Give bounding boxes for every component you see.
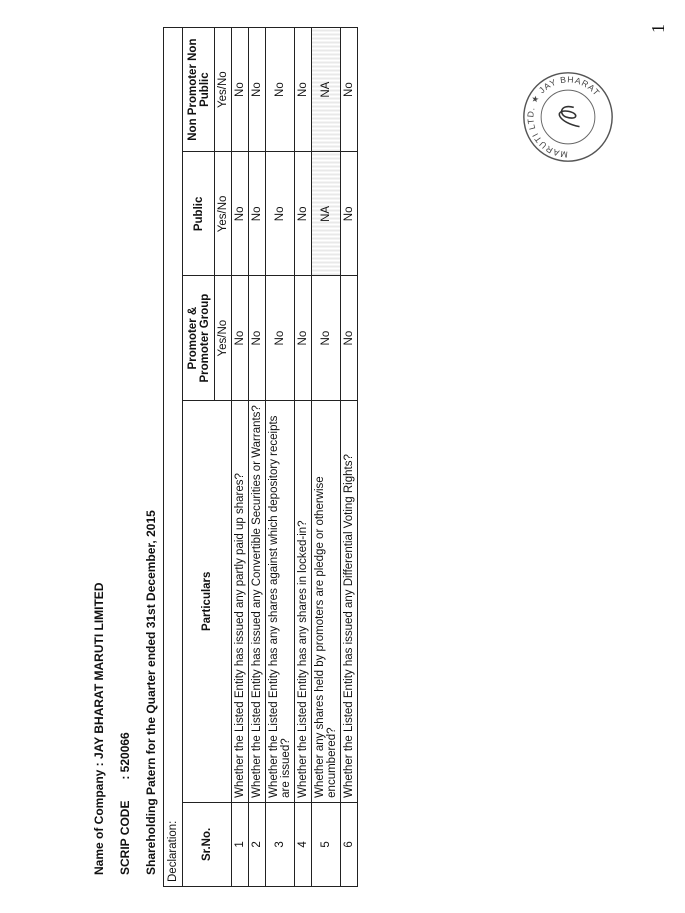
particular-cell: Whether the Listed Entity has any shares in locked-in? bbox=[295, 400, 312, 802]
stamp-text: MARUTI LTD. ★ JAY BHARAT bbox=[525, 74, 603, 160]
scrip-label: SCRIP CODE bbox=[118, 800, 132, 875]
public-cell: No bbox=[295, 152, 312, 276]
particular-cell: Whether any shares held by promoters are pledge or otherwise encumbered? bbox=[312, 400, 341, 802]
company-name: JAY BHARAT MARUTI LIMITED bbox=[92, 582, 106, 759]
yes-no-non-promoter: Yes/No bbox=[215, 28, 232, 152]
promoter-cell: No bbox=[232, 276, 249, 400]
table-row bbox=[266, 28, 295, 887]
particular-cell: Whether the Listed Entity has issued any partly paid up shares? bbox=[232, 400, 249, 802]
promoter-cell: No bbox=[341, 276, 358, 400]
document-header bbox=[86, 510, 164, 875]
non-promoter-cell: No bbox=[249, 28, 266, 152]
header-public: Public bbox=[183, 152, 215, 276]
page-number: 1 bbox=[648, 24, 668, 33]
company-name-line bbox=[86, 510, 112, 875]
promoter-cell: No bbox=[249, 276, 266, 400]
header-non-promoter: Non Promoter Non Public bbox=[183, 28, 215, 152]
public-cell: No bbox=[249, 152, 266, 276]
yes-no-promoter: Yes/No bbox=[215, 276, 232, 400]
declaration-label: Declaration: bbox=[164, 28, 183, 887]
signature-scribble bbox=[559, 107, 579, 127]
table-row bbox=[312, 28, 341, 887]
yes-no-public: Yes/No bbox=[215, 152, 232, 276]
sr-no-cell: 2 bbox=[249, 802, 266, 886]
public-cell: No bbox=[266, 152, 295, 276]
company-seal-stamp bbox=[520, 69, 616, 165]
promoter-cell: No bbox=[295, 276, 312, 400]
scrip-value: : 520066 bbox=[118, 732, 132, 780]
non-promoter-cell: No bbox=[341, 28, 358, 152]
declaration-row bbox=[164, 28, 183, 887]
public-cell: No bbox=[232, 152, 249, 276]
header-particulars: Particulars bbox=[183, 400, 232, 802]
svg-text:MARUTI LTD. ★ JAY BHARAT bbox=[525, 74, 602, 159]
header-promoter: Promoter & Promoter Group bbox=[183, 276, 215, 400]
promoter-cell: No bbox=[312, 276, 341, 400]
non-promoter-cell: No bbox=[266, 28, 295, 152]
header-sr-no: Sr.No. bbox=[183, 802, 232, 886]
table-row bbox=[232, 28, 249, 887]
table-row bbox=[295, 28, 312, 887]
sr-no-cell: 3 bbox=[266, 802, 295, 886]
table-row bbox=[249, 28, 266, 887]
particular-cell: Whether the Listed Entity has any shares against which depository receipts are issued? bbox=[266, 400, 295, 802]
sr-no-cell: 5 bbox=[312, 802, 341, 886]
shareholding-declaration-table bbox=[163, 27, 358, 887]
particular-cell: Whether the Listed Entity has issued any Convertible Securities or Warrants? bbox=[249, 400, 266, 802]
table-row bbox=[341, 28, 358, 887]
header-row bbox=[183, 28, 215, 887]
pattern-title: Shareholding Patern for the Quarter ended 31st December, 2015 bbox=[144, 510, 158, 875]
sr-no-cell: 1 bbox=[232, 802, 249, 886]
non-promoter-cell: No bbox=[295, 28, 312, 152]
public-cell: NA bbox=[312, 152, 341, 276]
sr-no-cell: 6 bbox=[341, 802, 358, 886]
particular-cell: Whether the Listed Entity has issued any Differential Voting Rights? bbox=[341, 400, 358, 802]
company-label: Name of Company : bbox=[92, 762, 106, 875]
non-promoter-cell: NA bbox=[312, 28, 341, 152]
public-cell: No bbox=[341, 152, 358, 276]
promoter-cell: No bbox=[266, 276, 295, 400]
sr-no-cell: 4 bbox=[295, 802, 312, 886]
scrip-code-line bbox=[112, 510, 138, 875]
non-promoter-cell: No bbox=[232, 28, 249, 152]
